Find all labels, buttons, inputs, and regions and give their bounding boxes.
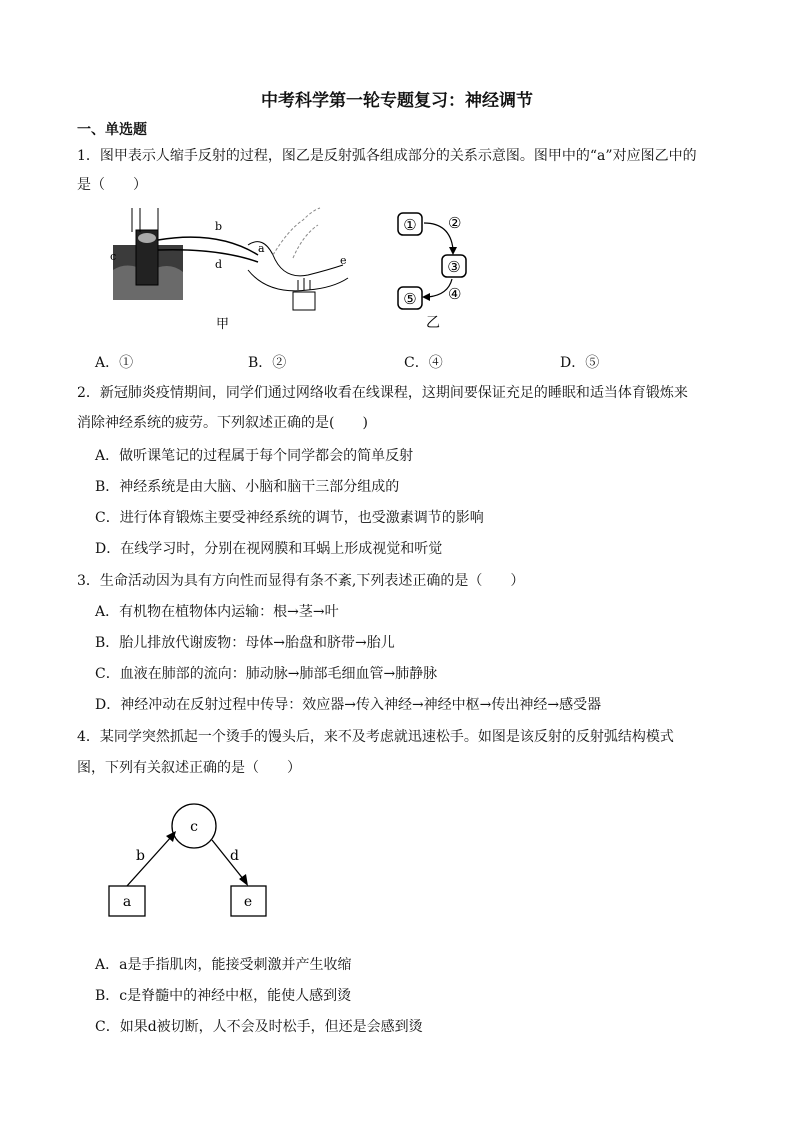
label-d: d <box>230 848 239 864</box>
q3-option-b: B．胎儿排放代谢废物：母体→胎盘和脐带→胎儿 <box>95 635 395 651</box>
caption-jia: 甲 <box>216 317 230 332</box>
label-a: a <box>258 242 265 255</box>
label-d: d <box>215 258 223 271</box>
node-3: ③ <box>447 258 461 276</box>
q1-stem-line1: 1．图甲表示人缩手反射的过程，图乙是反射弧各组成部分的关系示意图。图甲中的“a”对应图乙中的 <box>77 148 697 164</box>
q4-stem-line1: 4．某同学突然抓起一个烫手的馒头后，来不及考虑就迅速松手。如图是该反射的反射弧结构模式 <box>77 729 674 745</box>
q4-stem-line2: 图，下列有关叙述正确的是（ ） <box>77 760 301 776</box>
q3-stem-line1: 3．生命活动因为具有方向性而显得有条不紊,下列表述正确的是（ ） <box>77 573 525 589</box>
node-e: e <box>243 894 253 910</box>
q1-option-c: C．④ <box>404 355 443 371</box>
q2-option-a: A．做听课笔记的过程属于每个同学都会的简单反射 <box>95 448 414 464</box>
q2-option-d: D．在线学习时，分别在视网膜和耳蜗上形成视觉和听觉 <box>95 541 443 557</box>
page-title: 中考科学第一轮专题复习：神经调节 <box>261 91 533 111</box>
arrow-label-2: ② <box>448 214 462 232</box>
q1-option-a: A．① <box>95 355 134 371</box>
node-5: ⑤ <box>403 290 417 308</box>
caption-yi: 乙 <box>426 315 440 330</box>
label-b: b <box>136 848 145 864</box>
q3-option-d: D．神经冲动在反射过程中传导：效应器→传入神经→神经中枢→传出神经→感受器 <box>95 697 602 713</box>
label-e: e <box>340 254 347 267</box>
q1-stem-line2: 是（ ） <box>77 177 147 193</box>
q1-option-d: D．⑤ <box>560 355 600 371</box>
q3-option-c: C．血液在肺部的流向：肺动脉→肺部毛细血管→肺静脉 <box>95 666 438 682</box>
q1-figure-yi <box>390 205 480 330</box>
q3-option-a: A．有机物在植物体内运输：根→茎→叶 <box>95 604 339 620</box>
q2-stem-line1: 2．新冠肺炎疫情期间，同学们通过网络收看在线课程，这期间要保证充足的睡眠和适当体育锻炼来 <box>77 385 688 401</box>
q1-option-b: B．② <box>248 355 287 371</box>
q4-option-c: C．如果d被切断，人不会及时松手，但还是会感到烫 <box>95 1019 423 1035</box>
q2-stem-line2: 消除神经系统的疲劳。下列叙述正确的是( ) <box>77 415 368 431</box>
section-heading: 一、单选题 <box>77 122 147 138</box>
label-b: b <box>215 220 223 233</box>
q4-option-a: A．a是手指肌肉，能接受刺激并产生收缩 <box>95 957 352 973</box>
node-a: a <box>122 894 132 910</box>
arrow-label-4: ④ <box>448 285 462 303</box>
label-c: c <box>110 250 117 263</box>
q4-reflex-arc-figure <box>100 798 280 923</box>
q1-figure-jia <box>108 200 358 335</box>
node-c: c <box>190 819 198 835</box>
q2-option-b: B．神经系统是由大脑、小脑和脑干三部分组成的 <box>95 479 400 495</box>
q4-option-b: B．c是脊髓中的神经中枢，能使人感到烫 <box>95 988 352 1004</box>
q2-option-c: C．进行体育锻炼主要受神经系统的调节，也受激素调节的影响 <box>95 510 484 526</box>
node-1: ① <box>403 216 417 234</box>
